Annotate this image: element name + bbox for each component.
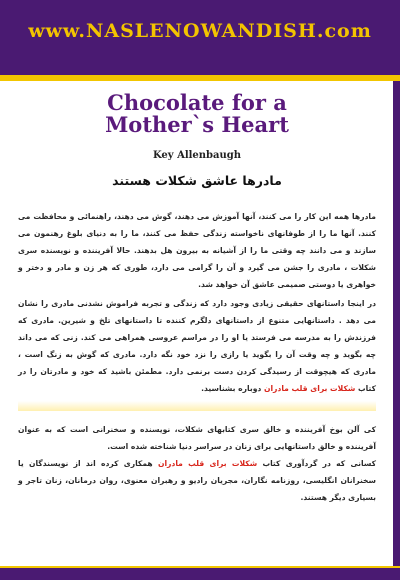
- book-title: [18, 92, 376, 136]
- yellow-divider: [18, 401, 376, 411]
- paragraph-2-text: در اینجا داستانهای حقیقی زیادی وجود دارد که زندگی و تجربه فراموش نشدنی مادری را نشان می دهد . داستانهایی متنوع از داستانهای دلگرم کننده تا داستانهای تلخ و شیرین. مادری که فرزندش را به مدرسه می فرستد یا او را در مراسم عروسی همراهی می کند. زنی که می داند چه بگوید و چه وقت آن را بگوید یا رازی را نزد خود نگه دارد. مادری که گوش به زنگ است ، مادری که هیچوقت از رسیدگی کردن دست برنمی دارد. مطمئن باشید که خود و مادرتان را در کتاب: [18, 299, 376, 393]
- author-name: Key Allenbaugh: [152, 150, 242, 161]
- paragraph-2: [18, 295, 376, 397]
- header-band: [0, 0, 400, 81]
- paragraph-2-book-name: شکلات برای قلب مادران: [263, 384, 356, 393]
- title-line-2: Mother`s Heart: [105, 112, 289, 137]
- title-line-1: Chocolate for a: [107, 90, 287, 115]
- persian-title: مادرها عاشق شکلات هستند: [112, 173, 282, 188]
- paragraph-4: [18, 455, 376, 506]
- content: [18, 92, 376, 506]
- right-side-bar: [393, 81, 400, 568]
- site-url[interactable]: www.NASLENOWANDISH.com: [28, 20, 372, 42]
- paragraph-3: کی آلن بوخ آفریننده و خالق سری کتابهای شکلات، نویسنده و سخنرانی است که به عنوان آفریننده و خالق داستانهایی برای زنان در سراسر دنیا شناخته شده است.: [18, 425, 376, 451]
- paragraph-4-start: کسانی که در گردآوری کتاب: [262, 459, 376, 468]
- paragraph-2-end: دوباره بشناسید.: [201, 384, 262, 393]
- paragraph-1: مادرها همه این کار را می کنند، آنها آموزش می دهند، گوش می دهند، راهنمائی و محافظت می کنند. آنها ما را از طوفانهای ناخواسته زندگی حفظ می کنند، ما را به دنیای بلوغ رهنمون می سازند و می دانند چه وقتی ما را از آشیانه به بیرون هل بدهند. حالا آفریننده و نویسنده سری شکلات ، مادری را جشن می گیرد و آن را گرامی می دارد، طوری که هر زن و مادر و دختر و خواهری یا دوستی صمیمی عاشق آن خواهد شد.: [18, 212, 376, 289]
- footer-band: [0, 566, 400, 580]
- paragraph-4-book-name: شکلات برای قلب مادران: [157, 459, 258, 468]
- paragraph-4-end: همکاری کرده اند از نویسندگان یا سخنرانان انگلیسی، روزنامه نگاران، مجریان رادیو و رهبران معنوی، روان درمانان، زنان تاجر و بسیاری دیگر هستند.: [18, 459, 376, 502]
